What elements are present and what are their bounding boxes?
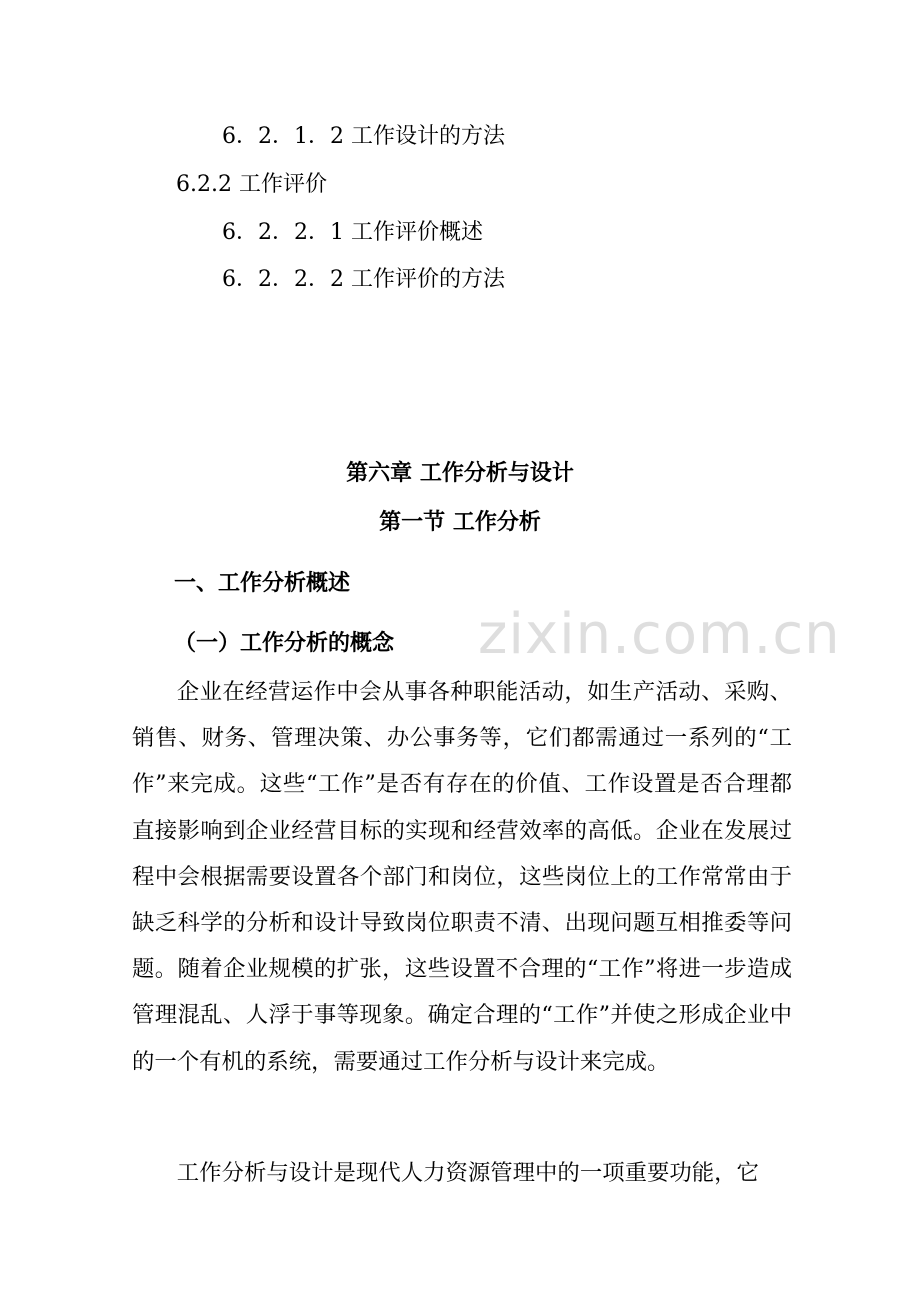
body-paragraph-2: 工作分析与设计是现代人力资源管理中的一项重要功能，它 [176,1160,759,1186]
watermark: zixin.com.cn [478,602,841,667]
toc-item-6-2-2-2: 6．2．2．2 工作评价的方法 [222,267,505,292]
section-title: 第一节 工作分析 [379,509,541,535]
subsubsection-title: （一）工作分析的概念 [174,630,395,656]
subsection-title: 一、工作分析概述 [174,570,351,596]
chapter-title: 第六章 工作分析与设计 [346,460,574,486]
toc-item-6-2-1-2: 6．2．1．2 工作设计的方法 [222,124,505,149]
body-paragraph-1: 企业在经营运作中会从事各种职能活动，如生产活动、采购、销售、财务、管理决策、办公事务等，它们都需通过一系列的“工作”来完成。这些“工作”是否有存在的价值、工作设置是否合理都直接影响到企业经营目标的实现和经营效率的高低。企业在发展过程中会根据需要设置各个部门和岗位，这些岗位上的工作常常由于缺乏科学的分析和设计导致岗位职责不清、出现问题互相推委等问题。随着企业规模的扩张，这些设置不合理的“工作”将进一步造成管理混乱、人浮于事等现象。确定合理的“工作”并使之形成企业中的一个有机的系统，需要通过工作分析与设计来完成。 [132,679,792,1075]
toc-item-6-2-2-1: 6．2．2．1 工作评价概述 [222,220,483,245]
toc-item-6-2-2: 6.2.2 工作评价 [176,172,327,197]
